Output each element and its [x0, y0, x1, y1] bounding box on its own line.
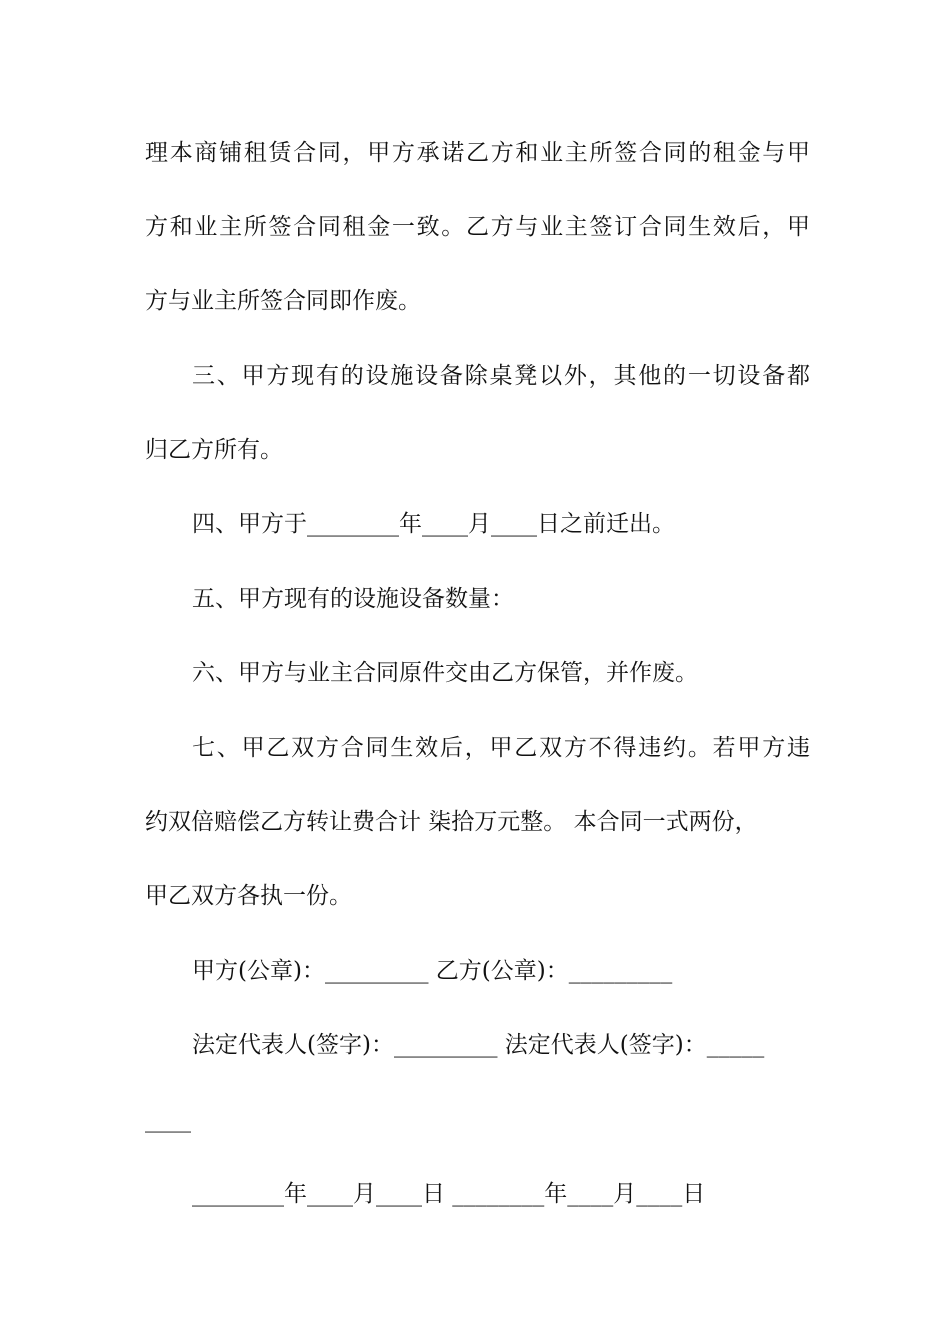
clause-seven: 七、甲乙双方合同生效后，甲乙双方不得违约。若甲方违	[192, 735, 810, 761]
paragraph-line: 约双倍赔偿乙方转让费合计 柒拾万元整。 本合同一式两份，	[145, 809, 758, 835]
paragraph-line: 方与业主所签合同即作废。	[145, 288, 421, 314]
paragraph-line: 甲乙双方各执一份。	[145, 883, 352, 909]
paragraph-line: 归乙方所有。	[145, 437, 283, 463]
clause-three: 三、甲方现有的设施设备除桌凳以外，其他的一切设备都	[192, 363, 810, 389]
date-line: ________年____月____日 ________年____月____日	[192, 1181, 706, 1207]
paragraph-line: 方和业主所签合同租金一致。乙方与业主签订合同生效后，甲	[145, 214, 810, 240]
signature-line-continued: ____	[145, 1107, 191, 1133]
signature-line: 法定代表人(签字)：_________ 法定代表人(签字)：_____	[192, 1032, 765, 1058]
clause-six: 六、甲方与业主合同原件交由乙方保管，并作废。	[192, 660, 698, 686]
seal-line: 甲方(公章)：_________ 乙方(公章)：_________	[192, 958, 673, 984]
clause-five: 五、甲方现有的设施设备数量：	[192, 586, 514, 612]
paragraph-line: 理本商铺租赁合同，甲方承诺乙方和业主所签合同的租金与甲	[145, 140, 810, 166]
clause-four: 四、甲方于________年____月____日之前迁出。	[192, 511, 675, 537]
